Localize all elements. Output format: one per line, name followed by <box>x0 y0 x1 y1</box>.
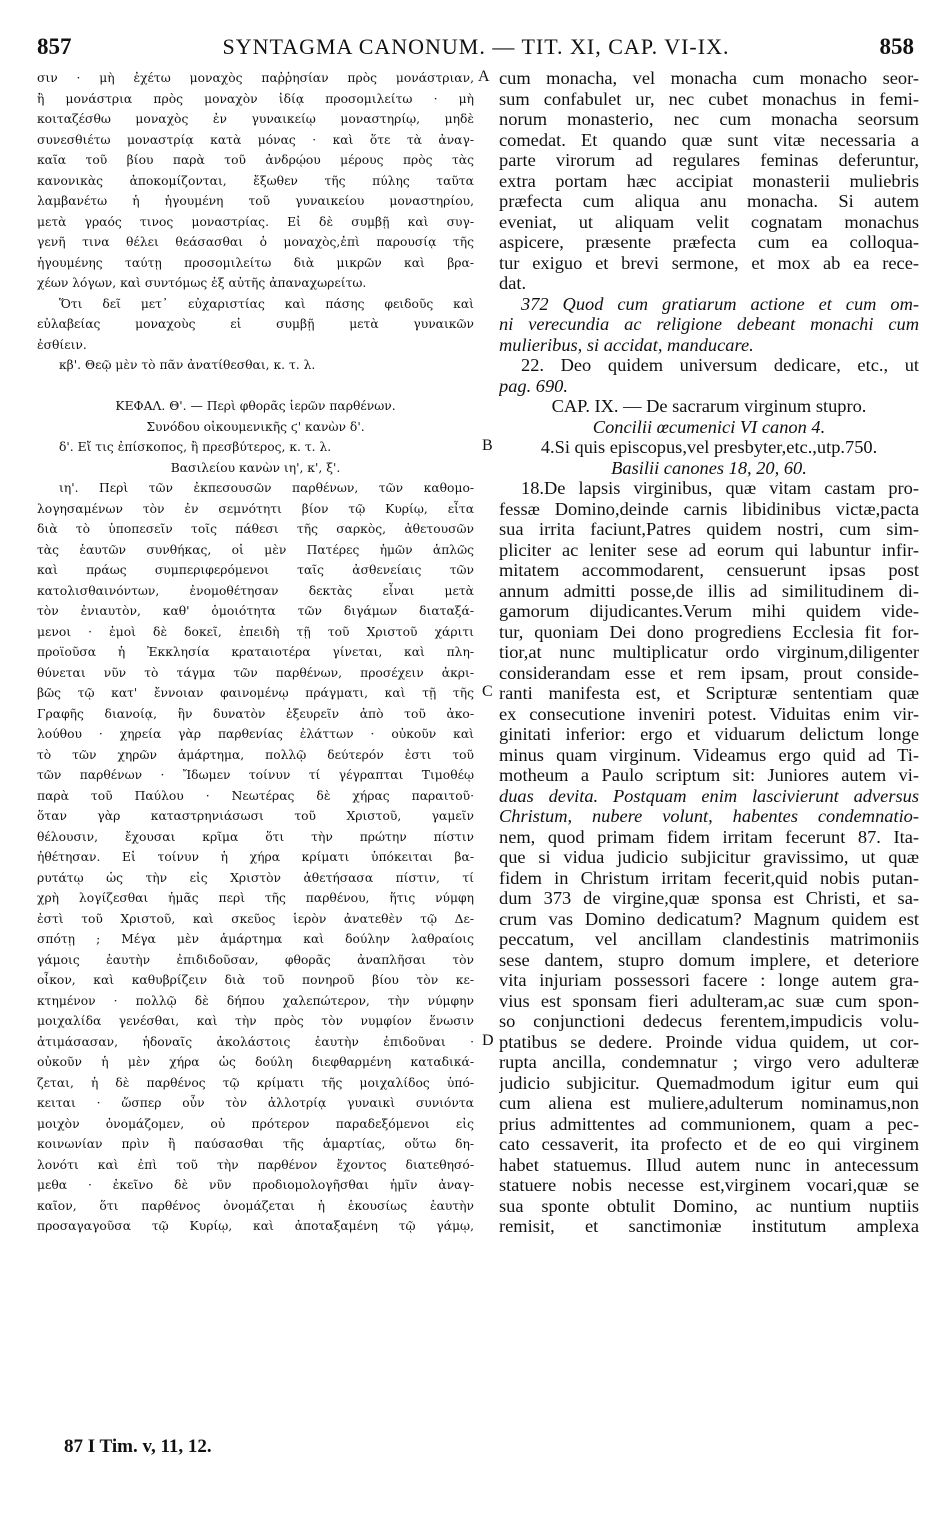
greek-line: προϊοῦσα ἡ Ἐκκλησία κραταιοτέρα γίνεται, καὶ πλη- <box>37 645 474 659</box>
greek-line: ἡγουμένης ταύτῃ προσομιλείτω διὰ μικρῶν καὶ βρα- <box>37 255 474 270</box>
latin-line: minus quam virginum. Videamus ergo quid ad Ti- <box>499 744 919 765</box>
latin-line: comedat. Et quando quæ sunt vitæ necessaria a <box>499 129 919 150</box>
latin-line: mitatem accommodarent, censuerunt ipsas post <box>499 560 919 580</box>
greek-line: κανονικὰς ἀποκομίζονται, ἔξωθεν τῆς πύλης ταῦτα <box>37 173 474 188</box>
latin-canons-title: Basilii canones 18, 20, 60. <box>611 457 807 478</box>
greek-line: συνεσθιέτω μοναστρίᾳ κατὰ μόνας · καὶ ὅτε τὰ ἀναγ- <box>37 132 474 147</box>
greek-heading-line: Ὅτι δεῖ μετ᾽ εὐχαριστίας καὶ πάσης φειδοῦς καὶ <box>59 296 474 311</box>
latin-line: ginitati inferior: ergo et viduarum delictum longe <box>499 724 919 744</box>
greek-line: λογησαμένων τὸν ἐν σεμνότητι βίον τῷ Κυρίῳ, εἶτα <box>37 501 474 516</box>
latin-column <box>499 68 919 1237</box>
margin-marker-a: A <box>478 68 490 85</box>
running-title: SYNTAGMA CANONUM. — TIT. XI, CAP. VI-IX. <box>222 34 730 59</box>
latin-line: sua sponte obtulit Domino, ac nuntium nuptiis <box>499 1195 919 1216</box>
greek-blank-line <box>37 376 474 397</box>
greek-heading-line: εὐλαβείας μοναχοὺς εἰ συμβῇ μετὰ γυναικῶν <box>37 317 474 331</box>
greek-line: οὐκοῦν ἡ μὲν χήρα ὡς δούλη διεφθαρμένη καταδικά- <box>37 1055 474 1069</box>
greek-line: καῖον, ὅτι παρθένος ὀνομάζεται ἡ ἑκουσίως ἑαυτὴν <box>37 1198 474 1213</box>
greek-line: κοιταζέσθω μοναχὸς ἐν γυναικείῳ μοναστηρίῳ, μηδὲ <box>37 112 474 126</box>
latin-line: cum aliena est muliere,adulterum nominamus,non <box>499 1093 919 1113</box>
greek-line: ἐστὶ τοῦ Χριστοῦ, καὶ σκεῦος ἱερὸν ἀνατεθὲν τῷ Δε- <box>37 911 474 926</box>
greek-line: μετὰ γραός τινος μοναστρίας. Εἰ δὲ συμβῇ καὶ συγ- <box>37 214 474 229</box>
latin-line: annum admitti posse,de illis ad similitudinem di- <box>499 580 919 601</box>
page-number-left: 857 <box>37 34 72 59</box>
latin-line: rupta ancilla, condemnatur ; virgo vero adulteræ <box>499 1052 919 1072</box>
latin-line: remisit, et sanctimoniæ institutum amplexa <box>499 1216 919 1236</box>
greek-line: τὸν ἐνιαυτὸν, καθ' ὁμοιότητα τῶν διγάμων διαταξά- <box>37 604 474 618</box>
latin-line: sese dantem, stupro domum implere, et deteriore <box>499 949 919 970</box>
latin-line: præfecta cum aliqua anu monacha. Si autem <box>499 191 919 211</box>
latin-line: que si vidua judicio subjicitur gravissimo, ut quæ <box>499 847 919 867</box>
latin-line: cum monacha, vel monacha cum monacho seor- <box>499 68 919 88</box>
latin-line: judicio subjicitur. Quemadmodum igitur eum qui <box>499 1072 919 1093</box>
greek-line: οἶκον, καὶ καθυβρίζειν διὰ τοῦ πονηροῦ βίου τὸν κε- <box>37 973 474 987</box>
greek-line: μοιχαλίδα γενέσθαι, καὶ τὴν πρὸς τὸν νυμφίον ἕνωσιν <box>37 1014 474 1028</box>
latin-line: gamorum dijudicantes.Verum mihi quidem vide- <box>499 601 919 621</box>
greek-line: λονότι καὶ ἐπὶ τοῦ τὴν παρθένον ἔχοντος διατεθησό- <box>37 1157 474 1172</box>
latin-line: extra portam hæc accipiat monasterii muliebris <box>499 170 919 191</box>
latin-line: parte virorum ad regulares feminas deferuntur, <box>499 150 919 170</box>
greek-line: λαμβανέτω ἡ ἡγουμένη τοῦ γυναικείου μοναστηρίου, <box>37 194 474 208</box>
greek-line: προσαγαγοῦσα τῷ Κυρίῳ, καὶ ἀποταξαμένη τῷ γάμῳ, <box>37 1219 474 1233</box>
latin-line: norum monasterio, nec cum monacha seorsum <box>499 109 919 129</box>
latin-heading-line: ni verecundia ac religione debeant monachi cum <box>499 314 919 334</box>
greek-line: κατολισθαινόντων, ἐνομοθέτησαν δεκτὰς εἶναι μετὰ <box>37 583 474 598</box>
latin-line: 18.De lapsis virginibus, quæ vitam castam pro- <box>521 478 919 498</box>
greek-council-title: Συνόδου οἰκουμενικῆς ϛ' κανὼν δ'. <box>146 419 365 434</box>
latin-line: 4.Si quis episcopus,vel presbyter,etc.,utp.750. <box>540 437 878 457</box>
greek-line: λούθου · χηρεία γὰρ παρθενίας ἐλάττων · οὐκοῦν καὶ <box>37 727 474 741</box>
latin-line: nem, quod primam fidem irritam fecerunt 87. Ita- <box>499 826 919 847</box>
greek-line: μοιχὸν ὀνομάζομεν, οὐ πρότερον παραδεξόμενοι εἰς <box>37 1116 474 1131</box>
latin-line: ptatibus se dedere. Proinde vidua quidem, ut cor- <box>499 1031 919 1052</box>
greek-line: χρὴ λογίζεσθαι ἡμᾶς περὶ τῆς παρθένου, ἥτις νύμφη <box>37 891 474 905</box>
latin-line: tior,at nunc multiplicatur ordo virginum,diligenter <box>499 642 919 662</box>
latin-line: habet statuemus. Illud autem nunc in antecessum <box>499 1154 919 1175</box>
greek-line: παρὰ τοῦ Παύλου · Νεωτέρας δὲ χήρας παραιτοῦ· <box>37 788 474 803</box>
greek-line: τῶν παρθένων · Ἴδωμεν τοίνυν τί γέγραπται Τιμοθέῳ <box>37 768 474 782</box>
greek-line: μενοι · ἐμοὶ δὲ δοκεῖ, ἐπειδὴ τῇ τοῦ Χριστοῦ χάριτι <box>37 624 474 639</box>
latin-line: crum vas Domino dedicatum? Magnum quidem est <box>499 908 919 929</box>
greek-line: ἢ μονάστρια πρὸς μοναχὸν ἰδίᾳ προσομιλείτω · μὴ <box>37 91 474 106</box>
latin-heading-line: 372 Quod cum gratiarum actione et cum om- <box>521 293 919 314</box>
greek-line: κοινωνίαν πρὶν ἢ παύσασθαι τῆς ἁμαρτίας, οὕτω δη- <box>37 1137 474 1151</box>
page-header <box>0 34 952 64</box>
latin-chapter-title: CAP. IX. — De sacrarum virginum stupro. <box>551 396 867 416</box>
greek-line: τὸ τῶν χηρῶν ἁμάρτημα, πολλῷ δεύτερόν ἐστι τοῦ <box>37 747 474 762</box>
greek-line: μεθα · ἐκεῖνο δὲ νῦν προδιομολογῆσθαι ἡμῖν ἀναγ- <box>37 1178 474 1192</box>
margin-marker-d: D <box>482 1032 494 1049</box>
greek-line: Γραφῆς διανοίᾳ, ἣν δυνατὸν ἐξευρεῖν ἀπὸ τοῦ ἀκο- <box>37 706 474 721</box>
latin-line: vita injuriam possessori facere : longe autem gra- <box>499 970 919 990</box>
latin-line: 22. Deo quidem universum dedicare, etc., ut <box>521 355 919 375</box>
greek-line: διὰ τὸ ὑποπεσεῖν τοῖς πάθεσι τῆς σαρκὸς, ἀθετουσῶν <box>37 522 474 536</box>
latin-heading-line: mulieribus, si accidat, manducare. <box>499 334 754 355</box>
latin-line: motheum a Paulo scriptum sit: Juniores autem vi- <box>499 765 919 785</box>
greek-line: καῖα τοῦ βίου παρὰ τοῦ ἀνδρῴου μέρους πρὸς τὰς <box>37 153 474 167</box>
latin-line: statuere nobis necesse est,virginem vocari,quæ se <box>499 1175 919 1195</box>
footnote: 87 I Tim. v, 11, 12. <box>64 1436 212 1457</box>
greek-line: σπότῃ ; Μέγα μὲν ἁμάρτημα καὶ δούλην λαθραίοις <box>37 932 474 946</box>
latin-line: prius admittentes ad communionem, quam a pec- <box>499 1113 919 1134</box>
latin-line: fessæ Domino,deinde carnis libidinibus victæ,pacta <box>499 498 919 519</box>
greek-line: ἀτιμάσασαν, ἡδοναῖς ἀκολάστοις ἑαυτὴν ἐπιδοῦναι · <box>37 1034 474 1049</box>
greek-line: γενῆ τινα θέλει θεάσασθαι ὁ μοναχὸς,ἐπὶ παρουσίᾳ τῆς <box>37 235 474 249</box>
latin-line: eveniat, ut aliquam velit cognatam monachus <box>499 211 919 232</box>
greek-line: κβ'. Θεῷ μὲν τὸ πᾶν ἀνατίθεσθαι, κ. τ. λ. <box>59 358 316 372</box>
greek-line: θέλουσιν, ἔχουσαι κρῖμα ὅτι τὴν πρώτην πίστιν <box>37 829 474 844</box>
latin-line: sua irrita faciunt,Patres quidem nostri, cum sim- <box>499 519 919 539</box>
greek-canons-title: Βασιλείου κανὼν ιη', κ', ξ'. <box>170 460 341 475</box>
greek-line: γάμοις ἑαυτὴν ἐπιδιδοῦσαν, φθορᾶς ἀναπλῆσαι τὸν <box>37 952 474 967</box>
latin-line: cato cessaverit, ita profecto et de eo qui virginem <box>499 1134 919 1154</box>
greek-line: ἠθέτησαν. Εἰ τοίνυν ἡ χήρα κρίματι ὑπόκειται βα- <box>37 850 474 864</box>
latin-line: duas devita. Postquam enim lascivierunt adversus <box>499 785 919 806</box>
latin-line: ex consecutione inveniri potest. Viduitas enim vir- <box>499 703 919 724</box>
latin-line: ranti manifesta est, et Scripturæ sententiam quæ <box>499 683 919 703</box>
latin-line: so conjunctioni dedecus ferentem,impudicis volu- <box>499 1011 919 1031</box>
greek-line: ὅταν γὰρ καταστρηνιάσωσι τοῦ Χριστοῦ, γαμεῖν <box>37 809 474 823</box>
latin-line: Christum, nubere volunt, habentes condemnatio- <box>499 806 919 826</box>
greek-line: κειται · ὥσπερ οὖν τὸν ἀλλοτρίᾳ γυναικὶ συνιόντα <box>37 1096 474 1110</box>
page-number-right: 858 <box>879 34 914 59</box>
margin-marker-b: B <box>482 437 493 454</box>
greek-column <box>37 68 474 1237</box>
latin-line: pag. 690. <box>499 375 568 396</box>
greek-line: τὰς ἑαυτῶν συνθήκας, οἱ μὲν Πατέρες ἡμῶν ἁπλῶς <box>37 542 474 557</box>
greek-line: δ'. Εἴ τις ἐπίσκοπος, ἢ πρεσβύτερος, κ. τ. λ. <box>59 440 332 454</box>
greek-line: σιν · μὴ ἐχέτω μοναχὸς παῤῥησίαν πρὸς μονάστριαν, <box>37 71 474 85</box>
latin-line: pliciter ac leniter sese ad eorum qui labuntur infir- <box>499 539 919 560</box>
latin-line: considerandam esse et rem ipsam, prout conside- <box>499 662 919 683</box>
latin-line: vius est sponsam fieri adulteram,ac suæ cum spon- <box>499 990 919 1011</box>
latin-line: peccatum, vel ancillam clandestinis matrimoniis <box>499 929 919 949</box>
greek-line: κτημένον · πολλῷ δὲ δήπου χαλεπώτερον, τὴν νύμφην <box>37 993 474 1008</box>
latin-council-title: Concilii œcumenici VI canon 4. <box>592 416 826 437</box>
greek-line: βῶς τῷ κατ' ἔννοιαν φαινομένῳ πράγματι, καὶ τῇ τῆς <box>37 686 474 700</box>
greek-line: θύνεται νῦν τὸ τάγμα τῶν παρθένων, προσέχειν ἀκρι- <box>37 665 474 680</box>
greek-chapter-title: ΚΕΦΑΛ. Θ'. — Περὶ φθορᾶς ἱερῶν παρθένων. <box>115 399 396 413</box>
latin-line: fidem in Christum irritam fecerit,quid nobis putan- <box>499 867 919 888</box>
greek-line: χέων λόγων, καὶ συντόμως ἐξ αὐτῆς ἀπαναχωρείτω. <box>37 276 367 290</box>
greek-heading-line: ἐσθίειν. <box>37 337 87 352</box>
greek-line: ζεται, ἡ δὲ παρθένος τῷ κρίματι τῆς μοιχαλίδος ὑπό- <box>37 1075 474 1090</box>
greek-line: ιη'. Περὶ τῶν ἐκπεσουσῶν παρθένων, τῶν καθομο- <box>59 481 474 495</box>
latin-line: aspicere, præsente præfecta cum ea colloqua- <box>499 232 919 252</box>
latin-line: sum confabulet ur, nec cubet monachus in femi- <box>499 88 919 109</box>
latin-line: dum 373 de virgine,quæ sponsa est Christi, et sa- <box>499 888 919 908</box>
latin-line: dat. <box>499 273 527 293</box>
latin-line: tur, quoniam Dei dono progrediens Ecclesia fit for- <box>499 621 919 642</box>
margin-marker-c: C <box>482 683 493 700</box>
greek-line: καὶ πράως συμπεριφερόμενοι ταῖς ἀσθενείαις τῶν <box>37 563 474 577</box>
greek-line: ρυτάτῳ ὡς τὴν εἰς Χριστὸν ἀθετήσασα πίστιν, τί <box>37 870 474 885</box>
latin-line: tur exiguo et brevi sermone, et mox ab ea rece- <box>499 252 919 273</box>
